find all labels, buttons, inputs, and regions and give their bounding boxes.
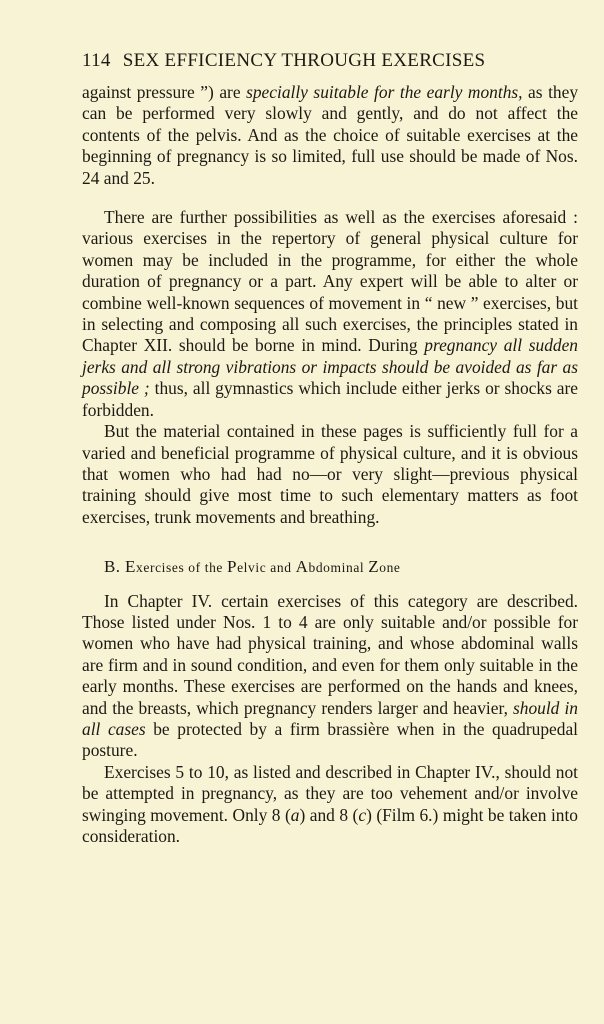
text-run: against pressure ”) are: [82, 82, 247, 102]
text-run: In Chapter IV. certain exercises of this category are described. Those listed under Nos. 1 to 4 are only suitable and/or possible for women who have had physical training, and whose abdominal walls are firm and in sound condition, and even for them only suitable in the early months. These exercises are performed on the hands and knees, and the breasts, which pregnancy renders larger and heavier,: [82, 590, 578, 718]
paragraph: [82, 591, 578, 762]
text-run: as they can be performed very slowly and gently, and do not affect the contents of the pelvis. And as the choice of suitable exercises at the beginning of pregnancy is so limited, full use should be made of Nos. 24 and 25.: [82, 82, 579, 188]
emphasis-run: should in all cases: [82, 697, 578, 739]
running-header: [82, 50, 580, 72]
text-run: ) (Film 6.) might be taken into consideration.: [82, 804, 578, 846]
emphasis-run: c: [358, 804, 367, 825]
emphasis-run: specially suitable for the early months,: [246, 82, 523, 102]
section-letter: B.: [104, 557, 121, 577]
section-title: Exercises of the Pelvic and Abdominal Zone: [125, 557, 401, 577]
paragraph: [82, 762, 578, 848]
paragraph-continued: [82, 82, 578, 189]
text-run: There are further possibilities as well as the exercises aforesaid : various exercises in the repertory of general physical culture for women may be included in the programme, for either the whole duration of pregnancy or a part. Any expert will be able to alter or combine well-known sequences of movement in “ new ” exercises, but in selecting and composing all such exercises, the principles stated in Chapter XII. should be borne in mind. During: [82, 207, 578, 356]
running-title: SEX EFFICIENCY THROUGH EXERCISES: [122, 50, 486, 71]
text-run: Exercises 5 to 10, as listed and described in Chapter IV., should not be attempted in pregnancy, as they are too vehement and/or involve swinging movement. Only 8 (: [82, 761, 578, 825]
text-run: be protected by a firm brassière when in the quadrupedal posture.: [82, 718, 579, 761]
emphasis-run: a: [290, 804, 300, 825]
body-text: [82, 82, 578, 847]
emphasis-run: pregnancy all sudden jerks and all strong vibrations or impacts should be avoided as far as possible ;: [82, 335, 579, 399]
text-run: But the material contained in these pages is sufficiently full for a varied and beneficial programme of physical culture, and it is obvious that women who had had no—or very slight—previous physical training should give most time to such elementary matters as foot exercises, trunk movements and breathing.: [82, 421, 578, 527]
page-number: 114: [82, 50, 111, 71]
paragraph: [82, 421, 578, 528]
paragraph: [82, 207, 578, 421]
section-heading: [82, 556, 578, 578]
text-run: thus, all gymnastics which include either jerks or shocks are forbidden.: [82, 378, 578, 420]
text-run: ) and 8 (: [299, 804, 359, 825]
